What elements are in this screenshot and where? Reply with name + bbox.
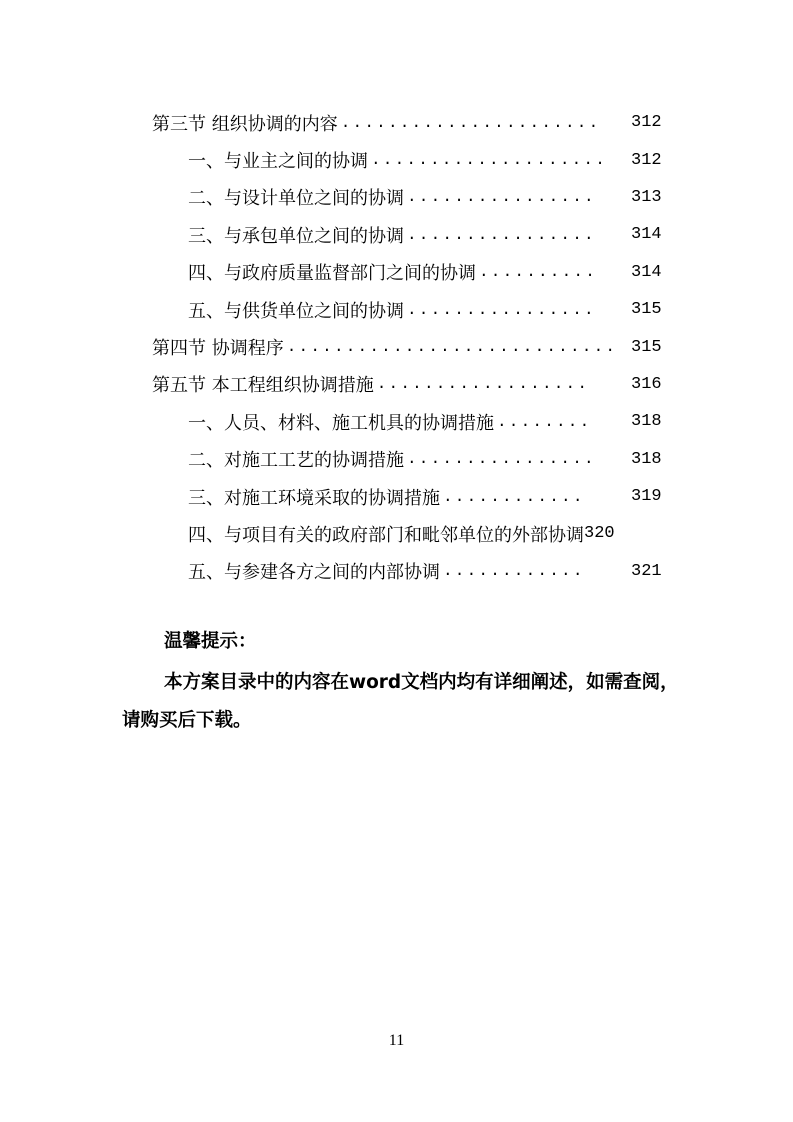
toc-entry-section-4[interactable]	[0, 328, 793, 365]
toc-entry-section-3[interactable]	[0, 104, 793, 141]
toc-leader-dots: ................	[407, 188, 596, 207]
toc-leader-dots: ..........	[479, 263, 598, 282]
toc-page-number: 315	[631, 337, 662, 357]
toc-entry[interactable]	[0, 254, 793, 291]
toc-page-number: 316	[631, 374, 662, 394]
toc-page-number: 320	[584, 524, 615, 544]
toc-page-number: 312	[631, 113, 662, 133]
toc-leader-dots: ............................	[286, 338, 618, 357]
toc-entry-title: 四、与项目有关的政府部门和毗邻单位的外部协调	[188, 524, 584, 546]
toc-entry[interactable]	[0, 216, 793, 253]
table-of-contents	[0, 104, 793, 590]
notice-title: 温馨提示：	[164, 631, 257, 652]
toc-page-number: 318	[631, 412, 662, 432]
toc-entry[interactable]	[0, 553, 793, 590]
toc-entry-title: 五、与供货单位之间的协调	[188, 300, 404, 322]
toc-leader-dots: ..................	[376, 375, 590, 394]
toc-page-number: 315	[631, 300, 662, 320]
toc-page-number: 314	[631, 262, 662, 282]
toc-page-number: 318	[631, 449, 662, 469]
toc-entry-title: 四、与政府质量监督部门之间的协调	[188, 263, 476, 285]
toc-entry-title: 二、与设计单位之间的协调	[188, 188, 404, 210]
toc-entry-title: 五、与参建各方之间的内部协调	[188, 562, 440, 584]
toc-leader-dots: ................	[407, 225, 596, 244]
toc-entry[interactable]	[0, 478, 793, 515]
toc-entry-title: 第四节 协调程序	[152, 338, 284, 360]
toc-page-number: 313	[631, 187, 662, 207]
toc-entry-title: 二、对施工工艺的协调措施	[188, 450, 404, 472]
toc-entry[interactable]	[0, 179, 793, 216]
toc-entry-title: 第三节 组织协调的内容	[152, 113, 338, 135]
toc-entry[interactable]	[0, 441, 793, 478]
toc-leader-dots: ............	[443, 487, 585, 506]
toc-leader-dots: ........	[497, 412, 592, 431]
toc-entry-title: 一、人员、材料、施工机具的协调措施	[188, 412, 494, 434]
toc-entry[interactable]	[0, 515, 793, 552]
toc-leader-dots: ................	[407, 300, 596, 319]
notice-block	[122, 622, 682, 740]
toc-entry[interactable]	[0, 291, 793, 328]
toc-page-number: 319	[631, 487, 662, 507]
toc-page-number: 314	[631, 225, 662, 245]
toc-entry-section-5[interactable]	[0, 366, 793, 403]
toc-page-number: 312	[631, 150, 662, 170]
toc-entry-title: 第五节 本工程组织协调措施	[152, 375, 374, 397]
notice-body: 本方案目录中的内容在word文档内均有详细阐述，如需查阅，请购买后下载。	[122, 672, 679, 731]
toc-entry-title: 三、与承包单位之间的协调	[188, 225, 404, 247]
toc-entry[interactable]	[0, 141, 793, 178]
toc-leader-dots: ....................	[371, 151, 608, 170]
toc-entry-title: 三、对施工环境采取的协调措施	[188, 487, 440, 509]
toc-entry-title: 一、与业主之间的协调	[188, 151, 368, 173]
toc-leader-dots: ......................	[340, 113, 601, 132]
toc-entry[interactable]	[0, 403, 793, 440]
toc-leader-dots: ................	[407, 450, 596, 469]
page-number: 11	[388, 1032, 405, 1049]
toc-page-number: 321	[631, 561, 662, 581]
toc-leader-dots: ............	[443, 562, 585, 581]
